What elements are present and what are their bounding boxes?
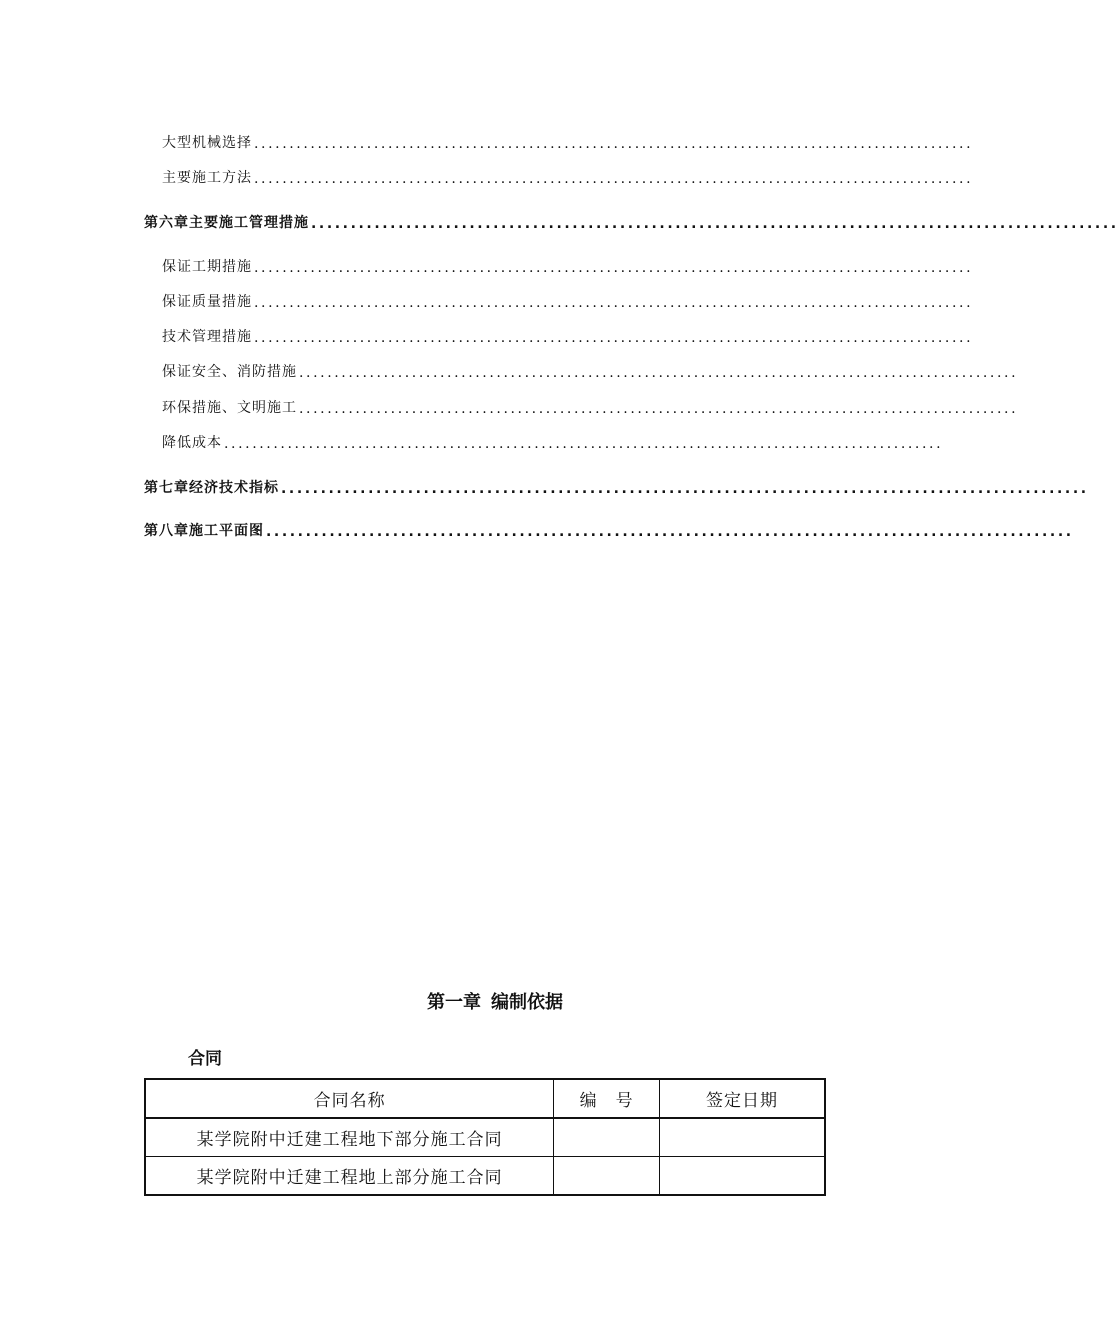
toc-entry-quality-measures[interactable]	[144, 289, 974, 311]
toc-leader-dots: ......................................................................................................	[254, 136, 974, 152]
toc-leader-dots: ......................................................................................................	[311, 216, 1119, 232]
toc-entry-safety-fire[interactable]	[144, 359, 1019, 381]
cell-contract-name: 某学院附中迁建工程地下部分施工合同	[145, 1118, 554, 1157]
chapter-number: 第一章	[427, 992, 481, 1013]
table-row	[145, 1157, 825, 1196]
toc-entry-chapter-7[interactable]	[144, 475, 1089, 497]
toc-entry-label: 经济技术指标	[189, 480, 279, 496]
toc-entry-label: 主要施工方法	[162, 170, 252, 186]
section-heading: 合同	[188, 1049, 222, 1069]
column-header-signing-date: 签定日期	[659, 1079, 825, 1118]
toc-leader-dots: ......................................................................................................	[254, 260, 974, 276]
toc-entry-cost-reduction[interactable]	[144, 430, 944, 452]
toc-chapter-number: 第七章	[144, 480, 189, 496]
column-header-number: 编 号	[554, 1079, 660, 1118]
toc-entry-main-methods[interactable]	[144, 165, 974, 187]
toc-entry-label: 保证质量措施	[162, 294, 252, 310]
toc-entry-label: 降低成本	[162, 435, 222, 451]
toc-entry-label: 环保措施、文明施工	[162, 400, 297, 416]
toc-entry-environment-civilized[interactable]	[144, 395, 1019, 417]
toc-entry-label: 大型机械选择	[162, 135, 252, 151]
toc-chapter-number: 第八章	[144, 523, 189, 539]
toc-entry-label: 技术管理措施	[162, 329, 252, 345]
toc-leader-dots: ......................................................................................................	[281, 481, 1089, 497]
toc-entry-schedule-measures[interactable]	[144, 254, 974, 276]
toc-entry-label: 主要施工管理措施	[189, 215, 309, 231]
toc-leader-dots: ......................................................................................................	[299, 365, 1019, 381]
toc-leader-dots: ......................................................................................................	[266, 524, 1074, 540]
table-header-row	[145, 1079, 825, 1118]
chapter-heading	[0, 988, 990, 1014]
toc-entry-technical-management[interactable]	[144, 324, 974, 346]
toc-leader-dots: ......................................................................................................	[254, 330, 974, 346]
column-header-contract-name: 合同名称	[145, 1079, 554, 1118]
toc-leader-dots: ......................................................................................................	[254, 171, 974, 187]
toc-leader-dots: ......................................................................................................	[254, 295, 974, 311]
chapter-title: 编制依据	[491, 992, 563, 1013]
table-row	[145, 1118, 825, 1157]
contracts-table	[144, 1078, 826, 1196]
toc-entry-label: 保证安全、消防措施	[162, 364, 297, 380]
toc-entry-chapter-8[interactable]	[144, 518, 1074, 540]
toc-leader-dots: ......................................................................................................	[299, 401, 1019, 417]
toc-entry-label: 施工平面图	[189, 523, 264, 539]
cell-signing-date	[659, 1157, 825, 1196]
cell-number	[554, 1118, 660, 1157]
toc-entry-label: 保证工期措施	[162, 259, 252, 275]
cell-signing-date	[659, 1118, 825, 1157]
toc-entry-large-machinery[interactable]	[144, 130, 974, 152]
cell-number	[554, 1157, 660, 1196]
toc-chapter-number: 第六章	[144, 215, 189, 231]
toc-entry-chapter-6[interactable]	[144, 210, 1119, 232]
toc-leader-dots: ......................................................................................................	[224, 436, 944, 452]
cell-contract-name: 某学院附中迁建工程地上部分施工合同	[145, 1157, 554, 1196]
